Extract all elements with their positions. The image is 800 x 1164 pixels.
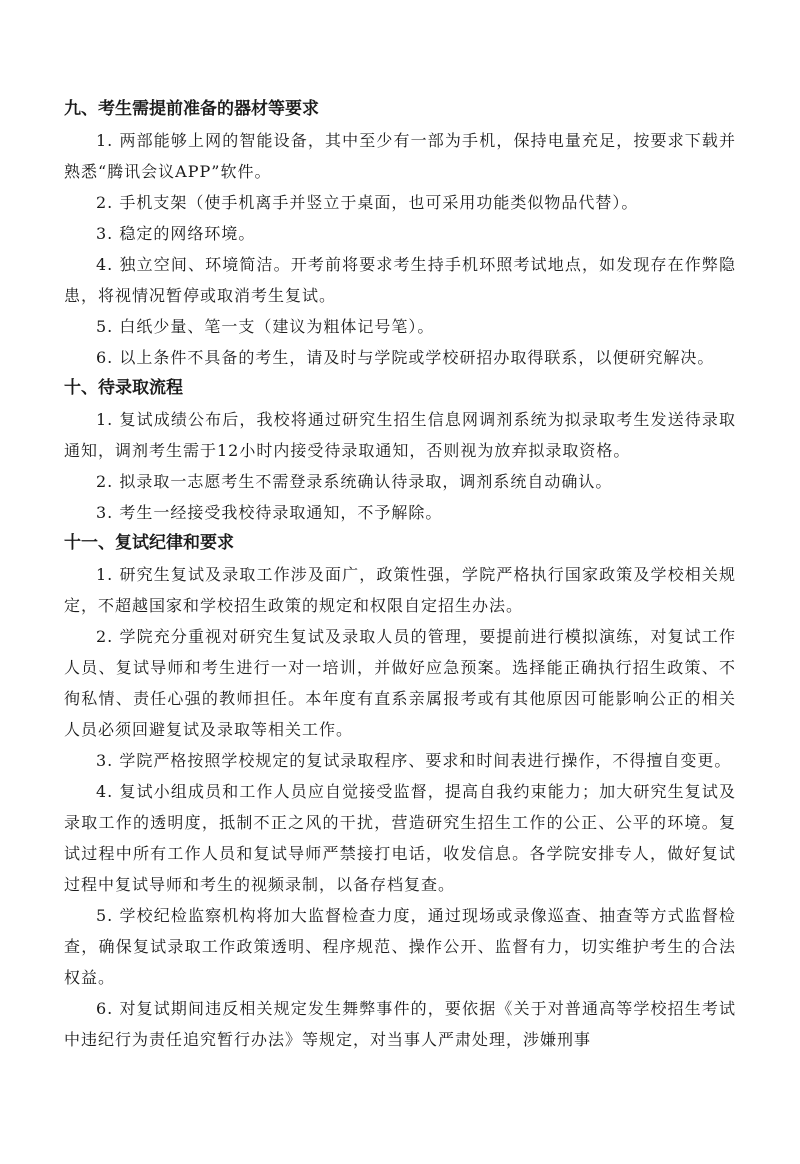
paragraph: 3. 学院严格按照学校规定的复试录取程序、要求和时间表进行操作，不得擅自变更。 <box>96 751 732 770</box>
section-heading: 十、待录取流程 <box>64 378 183 398</box>
paragraph: 4. 复试小组成员和工作人员应自觉接受监督，提高自我约束能力；加大研究生复试及录取工作的透明度，抵制不正之风的干扰，营造研究生招生工作的公正、公平的环境。复试过程中所有工作人员和复试导师严禁接打电话，收发信息。各学院安排专人，做好复试过程中复试导师和考生的视频录制，以备存档复查。 <box>64 782 736 894</box>
paragraph: 6. 对复试期间违反相关规定发生舞弊事件的，要依据《关于对普通高等学校招生考试中违纪行为责任追究暂行办法》等规定，对当事人严肃处理，涉嫌刑事 <box>64 999 736 1049</box>
section-admission-process <box>64 373 736 528</box>
paragraph: 6. 以上条件不具备的考生，请及时与学院或学校研招办取得联系，以便研究解决。 <box>96 348 715 367</box>
section-heading: 十一、复试纪律和要求 <box>64 533 234 553</box>
paragraph: 5. 学校纪检监察机构将加大监督检查力度，通过现场或录像巡查、抽查等方式监督检查，确保复试录取工作政策透明、程序规范、操作公开、监督有力，切实维护考生的合法权益。 <box>64 906 736 987</box>
section-equipment <box>64 94 736 373</box>
paragraph: 2. 拟录取一志愿考生不需登录系统确认待录取，调剂系统自动确认。 <box>96 472 613 491</box>
paragraph: 4. 独立空间、环境简洁。开考前将要求考生持手机环照考试地点，如发现存在作弊隐患，将视情况暂停或取消考生复试。 <box>64 255 736 305</box>
paragraph: 1. 复试成绩公布后，我校将通过研究生招生信息网调剂系统为拟录取考生发送待录取通知，调剂考生需于12小时内接受待录取通知，否则视为放弃拟录取资格。 <box>64 410 736 460</box>
paragraph: 3. 考生一经接受我校待录取通知，不予解除。 <box>96 503 443 522</box>
paragraph: 3. 稳定的网络环境。 <box>96 224 256 243</box>
paragraph: 2. 学院充分重视对研究生复试及录取人员的管理，要提前进行模拟演练，对复试工作人员、复试导师和考生进行一对一培训，并做好应急预案。选择能正确执行招生政策、不徇私情、责任心强的教师担任。本年度有直系亲属报考或有其他原因可能影响公正的相关人员必须回避复试及录取等相关工作。 <box>64 627 736 739</box>
paragraph: 1. 两部能够上网的智能设备，其中至少有一部为手机，保持电量充足，按要求下载并熟悉“腾讯会议APP”软件。 <box>64 131 736 181</box>
section-heading: 九、考生需提前准备的器材等要求 <box>64 99 319 119</box>
document-body <box>64 94 736 1055</box>
paragraph: 2. 手机支架（使手机离手并竖立于桌面，也可采用功能类似物品代替）。 <box>96 193 639 212</box>
paragraph: 1. 研究生复试及录取工作涉及面广，政策性强，学院严格执行国家政策及学校相关规定，不超越国家和学校招生政策的规定和权限自定招生办法。 <box>64 565 736 615</box>
section-discipline <box>64 528 736 1055</box>
paragraph: 5. 白纸少量、笔一支（建议为粗体记号笔）。 <box>96 317 435 336</box>
